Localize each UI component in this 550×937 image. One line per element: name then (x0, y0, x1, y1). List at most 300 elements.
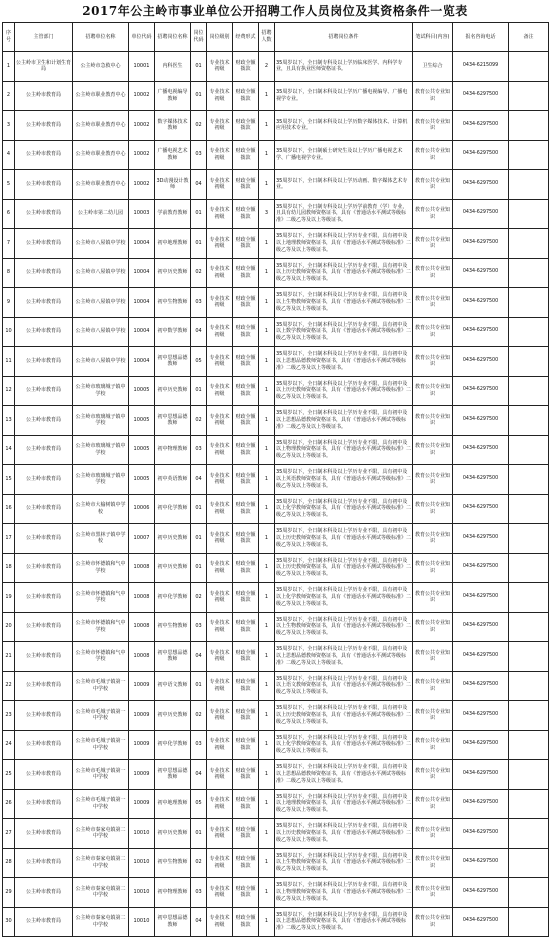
cell-ucode: 10010 (129, 907, 155, 937)
cell-tel: 0434-6297500 (453, 199, 509, 229)
cell-dept: 公主岭市教育局 (15, 347, 73, 377)
cell-tel: 0434-6297500 (453, 524, 509, 554)
table-row (3, 524, 549, 554)
cell-tel: 0434-6297500 (453, 789, 509, 819)
cell-pcode: 01 (191, 671, 207, 701)
cell-ucode: 10002 (129, 140, 155, 170)
cell-pcode: 01 (191, 52, 207, 82)
cell-num: 1 (259, 848, 275, 878)
cell-post: 初中物理教师 (155, 878, 191, 908)
cell-ucode: 10004 (129, 258, 155, 288)
cell-unit: 公主岭市玻璃城子镇中学校 (73, 465, 129, 495)
cell-fund: 财政全额拨款 (233, 671, 259, 701)
cell-num: 1 (259, 907, 275, 937)
cell-ucode: 10004 (129, 317, 155, 347)
cell-fund: 财政全额拨款 (233, 789, 259, 819)
recruitment-table (2, 22, 549, 937)
cell-level: 专业技术初级 (207, 170, 233, 200)
cell-ucode: 10010 (129, 848, 155, 878)
cell-exam: 教育公共专业知识 (413, 907, 453, 937)
cell-exam: 教育公共专业知识 (413, 258, 453, 288)
cell-no: 20 (3, 612, 15, 642)
cell-remark (509, 819, 549, 849)
cell-fund: 财政全额拨款 (233, 553, 259, 583)
table-row (3, 878, 549, 908)
cell-level: 专业技术初级 (207, 671, 233, 701)
cell-level: 专业技术初级 (207, 465, 233, 495)
cell-unit: 公主岭市第二幼儿园 (73, 199, 129, 229)
cell-unit: 公主岭市秦家屯镇第二中学校 (73, 819, 129, 849)
cell-num: 1 (259, 612, 275, 642)
cell-post: 初中语文教师 (155, 671, 191, 701)
cell-exam: 教育公共专业知识 (413, 376, 453, 406)
cell-dept: 公主岭市教育局 (15, 199, 73, 229)
cell-level: 专业技术初级 (207, 229, 233, 259)
cell-unit: 公主岭市毛城子镇第一中学校 (73, 730, 129, 760)
cell-pcode: 02 (191, 701, 207, 731)
header-row (3, 23, 549, 52)
cell-tel: 0434-6297500 (453, 494, 509, 524)
cell-num: 1 (259, 229, 275, 259)
cell-pcode: 03 (191, 288, 207, 318)
table-row (3, 848, 549, 878)
cell-remark (509, 347, 549, 377)
table-body (3, 52, 549, 937)
cell-dept: 公主岭市教育局 (15, 229, 73, 259)
cell-no: 11 (3, 347, 15, 377)
cell-unit: 公主岭市玻璃城子镇中学校 (73, 376, 129, 406)
table-row (3, 376, 549, 406)
cell-exam: 教育公共专业知识 (413, 435, 453, 465)
table-row (3, 701, 549, 731)
cell-fund: 财政全额拨款 (233, 376, 259, 406)
cell-post: 初中生物教师 (155, 848, 191, 878)
cell-ucode: 10005 (129, 376, 155, 406)
cell-tel: 0434-6215099 (453, 52, 509, 82)
table-row (3, 907, 549, 937)
cell-post: 初中地理教师 (155, 789, 191, 819)
cell-remark (509, 701, 549, 731)
cell-no: 3 (3, 111, 15, 141)
cell-req: 35周岁以下，全日制本科及以上学历动画、数字媒体艺术专业。 (275, 170, 413, 200)
cell-req: 35周岁以下，全日制本科及以上学历专业不限，具有初中及以上化学教师资格证书，具有《普通话水平测试等级标准》二级乙等及以上等级证书。 (275, 494, 413, 524)
cell-unit: 公主岭市职业教育中心 (73, 111, 129, 141)
cell-tel: 0434-6297500 (453, 671, 509, 701)
cell-no: 17 (3, 524, 15, 554)
cell-fund: 财政全额拨款 (233, 583, 259, 613)
cell-exam: 教育公共专业知识 (413, 111, 453, 141)
cell-num: 1 (259, 524, 275, 554)
cell-post: 初中思想品德教师 (155, 907, 191, 937)
cell-post: 初中物理教师 (155, 435, 191, 465)
table-row (3, 288, 549, 318)
cell-req: 35周岁以下，全日制本科及以上学历专业不限，具有初中及以上化学教师资格证书，具有《普通话水平测试等级标准》二级乙等及以上等级证书。 (275, 583, 413, 613)
cell-req: 35周岁以下，全日制本科及以上学历专业不限，具有初中及以上数学教师资格证书，具有《普通话水平测试等级标准》二级乙等及以上等级证书。 (275, 317, 413, 347)
cell-level: 专业技术初级 (207, 494, 233, 524)
header-cell: 招聘岗位条件 (275, 23, 413, 52)
cell-unit: 公主岭市八屋镇中学校 (73, 258, 129, 288)
cell-num: 1 (259, 819, 275, 849)
cell-post: 初中化学教师 (155, 583, 191, 613)
cell-pcode: 03 (191, 140, 207, 170)
cell-tel: 0434-6297500 (453, 435, 509, 465)
cell-pcode: 03 (191, 878, 207, 908)
cell-req: 35周岁以下，全日制本科及以上学历专业不限，具有初中及以上思想品德教师资格证书，具有《普通话水平测试等级标准》二级乙等及以上等级证书。 (275, 907, 413, 937)
cell-dept: 公主岭市教育局 (15, 907, 73, 937)
cell-tel: 0434-6297500 (453, 406, 509, 436)
cell-pcode: 03 (191, 730, 207, 760)
cell-post: 初中历史教师 (155, 701, 191, 731)
cell-exam: 教育公共专业知识 (413, 317, 453, 347)
cell-ucode: 10010 (129, 819, 155, 849)
cell-num: 1 (259, 789, 275, 819)
cell-num: 1 (259, 376, 275, 406)
cell-no: 22 (3, 671, 15, 701)
cell-dept: 公主岭市教育局 (15, 406, 73, 436)
cell-dept: 公主岭市教育局 (15, 81, 73, 111)
cell-pcode: 02 (191, 258, 207, 288)
cell-ucode: 10004 (129, 229, 155, 259)
cell-num: 1 (259, 701, 275, 731)
cell-unit: 公主岭市黑林子镇中学校 (73, 524, 129, 554)
table-row (3, 258, 549, 288)
cell-req: 35周岁以下，全日制本科及以上学历专业不限，具有初中及以上历史教师资格证书，具有《普通话水平测试等级标准》二级乙等及以上等级证书。 (275, 524, 413, 554)
cell-exam: 教育公共专业知识 (413, 819, 453, 849)
cell-dept: 公主岭市教育局 (15, 878, 73, 908)
cell-post: 初中生物教师 (155, 612, 191, 642)
cell-req: 35周岁以下，全日制本科及以上学历专业不限，具有初中及以上地理教师资格证书，具有《普通话水平测试等级标准》二级乙等及以上等级证书。 (275, 789, 413, 819)
cell-dept: 公主岭市教育局 (15, 760, 73, 790)
cell-fund: 财政全额拨款 (233, 819, 259, 849)
header-cell: 经费形式 (233, 23, 259, 52)
cell-exam: 教育公共专业知识 (413, 288, 453, 318)
cell-remark (509, 317, 549, 347)
table-row (3, 199, 549, 229)
cell-unit: 公主岭市急救中心 (73, 52, 129, 82)
cell-level: 专业技术初级 (207, 642, 233, 672)
cell-req: 35周岁以下，全日制硕士研究生及以上学历广播电视艺术学、广播电视学专业。 (275, 140, 413, 170)
cell-dept: 公主岭市教育局 (15, 288, 73, 318)
cell-ucode: 10008 (129, 553, 155, 583)
header-cell: 序号 (3, 23, 15, 52)
cell-no: 21 (3, 642, 15, 672)
cell-exam: 教育公共专业知识 (413, 81, 453, 111)
cell-level: 专业技术初级 (207, 819, 233, 849)
cell-unit: 公主岭市怀德镇和气中学校 (73, 612, 129, 642)
cell-remark (509, 494, 549, 524)
cell-num: 1 (259, 317, 275, 347)
cell-exam: 教育公共专业知识 (413, 347, 453, 377)
cell-level: 专业技术初级 (207, 81, 233, 111)
cell-ucode: 10001 (129, 52, 155, 82)
cell-unit: 公主岭市玻璃城子镇中学校 (73, 406, 129, 436)
table-row (3, 170, 549, 200)
cell-no: 9 (3, 288, 15, 318)
cell-tel: 0434-6297500 (453, 612, 509, 642)
cell-no: 25 (3, 760, 15, 790)
cell-fund: 财政全额拨款 (233, 524, 259, 554)
cell-req: 35周岁以下，全日制本科及以上学历专业不限，具有初中及以上语文教师资格证书，具有《普通话水平测试等级标准》二级乙等及以上等级证书。 (275, 671, 413, 701)
cell-fund: 财政全额拨款 (233, 760, 259, 790)
cell-pcode: 02 (191, 848, 207, 878)
cell-remark (509, 199, 549, 229)
cell-exam: 教育公共专业知识 (413, 789, 453, 819)
cell-level: 专业技术初级 (207, 553, 233, 583)
cell-post: 初中化学教师 (155, 494, 191, 524)
cell-num: 1 (259, 288, 275, 318)
cell-remark (509, 730, 549, 760)
cell-no: 2 (3, 81, 15, 111)
cell-tel: 0434-6297500 (453, 819, 509, 849)
header-cell: 岗位代码 (191, 23, 207, 52)
cell-remark (509, 406, 549, 436)
table-row (3, 465, 549, 495)
cell-pcode: 01 (191, 553, 207, 583)
cell-num: 3 (259, 199, 275, 229)
cell-pcode: 01 (191, 229, 207, 259)
cell-unit: 公主岭市八屋镇中学校 (73, 229, 129, 259)
cell-level: 专业技术初级 (207, 258, 233, 288)
cell-tel: 0434-6297500 (453, 81, 509, 111)
cell-level: 专业技术初级 (207, 435, 233, 465)
cell-req: 35周岁以下，全日制本科及以上学历专业不限，具有初中及以上生物教师资格证书，具有《普通话水平测试等级标准》二级乙等及以上等级证书。 (275, 288, 413, 318)
cell-dept: 公主岭市教育局 (15, 111, 73, 141)
cell-num: 1 (259, 435, 275, 465)
cell-req: 35周岁以下，全日制专科及以上学历学前教育（学）专业，且具有幼儿园教师资格证书，具有《普通话水平测试等级标准》二级乙等及以上等级证书。 (275, 199, 413, 229)
cell-tel: 0434-6297500 (453, 583, 509, 613)
cell-level: 专业技术初级 (207, 347, 233, 377)
cell-tel: 0434-6297500 (453, 553, 509, 583)
table-row (3, 642, 549, 672)
cell-num: 1 (259, 671, 275, 701)
cell-fund: 财政全额拨款 (233, 52, 259, 82)
table-row (3, 583, 549, 613)
header-cell: 岗位级别 (207, 23, 233, 52)
cell-req: 35周岁以下，全日制本科及以上学历专业不限，具有初中及以上地理教师资格证书，具有《普通话水平测试等级标准》二级乙等及以上等级证书。 (275, 229, 413, 259)
cell-num: 1 (259, 730, 275, 760)
cell-post: 广播电视编导教师 (155, 81, 191, 111)
cell-remark (509, 553, 549, 583)
cell-tel: 0434-6297500 (453, 111, 509, 141)
cell-req: 35周岁以下，全日制本科及以上学历专业不限，具有初中及以上历史教师资格证书，具有《普通话水平测试等级标准》二级乙等及以上等级证书。 (275, 819, 413, 849)
cell-req: 35周岁以下，全日制本科及以上学历专业不限，具有初中及以上物理教师资格证书，具有《普通话水平测试等级标准》二级乙等及以上等级证书。 (275, 435, 413, 465)
cell-level: 专业技术初级 (207, 789, 233, 819)
cell-req: 35周岁以下，全日制本科及以上学历专业不限，具有初中及以上思想品德教师资格证书，具有《普通话水平测试等级标准》二级乙等及以上等级证书。 (275, 760, 413, 790)
cell-fund: 财政全额拨款 (233, 406, 259, 436)
cell-num: 1 (259, 111, 275, 141)
cell-tel: 0434-6297500 (453, 376, 509, 406)
cell-fund: 财政全额拨款 (233, 494, 259, 524)
cell-num: 1 (259, 553, 275, 583)
cell-unit: 公主岭市毛城子镇第一中学校 (73, 789, 129, 819)
cell-remark (509, 288, 549, 318)
header-cell: 招聘人数 (259, 23, 275, 52)
cell-exam: 教育公共专业知识 (413, 140, 453, 170)
cell-level: 专业技术初级 (207, 730, 233, 760)
cell-post: 广播电视艺术教师 (155, 140, 191, 170)
cell-level: 专业技术初级 (207, 760, 233, 790)
cell-ucode: 10009 (129, 701, 155, 731)
cell-post: 初中数学教师 (155, 317, 191, 347)
cell-fund: 财政全额拨款 (233, 347, 259, 377)
cell-post: 初中思想品德教师 (155, 406, 191, 436)
cell-ucode: 10002 (129, 111, 155, 141)
cell-post: 内科医生 (155, 52, 191, 82)
cell-dept: 公主岭市教育局 (15, 612, 73, 642)
cell-level: 专业技术初级 (207, 317, 233, 347)
cell-unit: 公主岭市玻璃城子镇中学校 (73, 435, 129, 465)
cell-level: 专业技术初级 (207, 701, 233, 731)
cell-level: 专业技术初级 (207, 140, 233, 170)
cell-num: 1 (259, 583, 275, 613)
cell-ucode: 10002 (129, 170, 155, 200)
cell-no: 30 (3, 907, 15, 937)
header-cell: 主管部门 (15, 23, 73, 52)
cell-post: 初中历史教师 (155, 376, 191, 406)
table-row (3, 494, 549, 524)
cell-num: 1 (259, 170, 275, 200)
cell-post: 初中英语教师 (155, 465, 191, 495)
cell-num: 1 (259, 494, 275, 524)
cell-exam: 教育公共专业知识 (413, 760, 453, 790)
cell-pcode: 05 (191, 347, 207, 377)
table-row (3, 553, 549, 583)
cell-dept: 公主岭市教育局 (15, 789, 73, 819)
cell-exam: 教育公共专业知识 (413, 612, 453, 642)
cell-unit: 公主岭市毛城子镇第一中学校 (73, 760, 129, 790)
cell-no: 6 (3, 199, 15, 229)
cell-pcode: 01 (191, 524, 207, 554)
cell-num: 1 (259, 760, 275, 790)
cell-remark (509, 760, 549, 790)
cell-fund: 财政全额拨款 (233, 435, 259, 465)
cell-ucode: 10008 (129, 612, 155, 642)
header-cell: 单位代码 (129, 23, 155, 52)
cell-req: 35周岁以下，全日制本科及以上学历专业不限，具有初中及以上思想品德教师资格证书，具有《普通话水平测试等级标准》二级乙等及以上等级证书。 (275, 406, 413, 436)
cell-pcode: 03 (191, 612, 207, 642)
cell-dept: 公主岭市教育局 (15, 671, 73, 701)
cell-fund: 财政全额拨款 (233, 111, 259, 141)
cell-unit: 公主岭市职业教育中心 (73, 170, 129, 200)
table-row (3, 81, 549, 111)
cell-unit: 公主岭市八屋镇中学校 (73, 347, 129, 377)
cell-pcode: 04 (191, 760, 207, 790)
cell-ucode: 10003 (129, 199, 155, 229)
cell-pcode: 01 (191, 81, 207, 111)
cell-fund: 财政全额拨款 (233, 465, 259, 495)
cell-ucode: 10008 (129, 583, 155, 613)
cell-remark (509, 789, 549, 819)
cell-dept: 公主岭市教育局 (15, 494, 73, 524)
cell-exam: 教育公共专业知识 (413, 170, 453, 200)
cell-dept: 公主岭市教育局 (15, 730, 73, 760)
cell-remark (509, 435, 549, 465)
cell-fund: 财政全额拨款 (233, 140, 259, 170)
table-row (3, 730, 549, 760)
cell-remark (509, 878, 549, 908)
cell-unit: 公主岭市秦家屯镇第二中学校 (73, 907, 129, 937)
table-row (3, 347, 549, 377)
table-row (3, 612, 549, 642)
cell-req: 35周岁以下，全日制本科及以上学历专业不限，具有初中及以上生物教师资格证书，具有《普通话水平测试等级标准》二级乙等及以上等级证书。 (275, 848, 413, 878)
table-row (3, 671, 549, 701)
cell-fund: 财政全额拨款 (233, 848, 259, 878)
cell-exam: 教育公共专业知识 (413, 671, 453, 701)
cell-req: 35周岁以下，全日制本科及以上学历专业不限，具有初中及以上生物教师资格证书，具有《普通话水平测试等级标准》二级乙等及以上等级证书。 (275, 612, 413, 642)
cell-fund: 财政全额拨款 (233, 199, 259, 229)
cell-pcode: 03 (191, 435, 207, 465)
cell-remark (509, 612, 549, 642)
table-row (3, 317, 549, 347)
cell-ucode: 10004 (129, 288, 155, 318)
cell-num: 2 (259, 52, 275, 82)
cell-ucode: 10006 (129, 494, 155, 524)
cell-no: 1 (3, 52, 15, 82)
cell-exam: 教育公共专业知识 (413, 553, 453, 583)
cell-num: 1 (259, 81, 275, 111)
cell-pcode: 01 (191, 494, 207, 524)
cell-pcode: 05 (191, 789, 207, 819)
cell-dept: 公主岭市教育局 (15, 170, 73, 200)
cell-level: 专业技术初级 (207, 907, 233, 937)
cell-remark (509, 583, 549, 613)
cell-tel: 0434-6297500 (453, 760, 509, 790)
cell-remark (509, 848, 549, 878)
cell-dept: 公主岭市教育局 (15, 376, 73, 406)
cell-remark (509, 140, 549, 170)
cell-fund: 财政全额拨款 (233, 907, 259, 937)
table-row (3, 52, 549, 82)
cell-level: 专业技术初级 (207, 199, 233, 229)
cell-pcode: 01 (191, 819, 207, 849)
cell-ucode: 10009 (129, 789, 155, 819)
cell-tel: 0434-6297500 (453, 288, 509, 318)
header-cell: 笔试科目(内容) (413, 23, 453, 52)
cell-level: 专业技术初级 (207, 406, 233, 436)
table-row (3, 140, 549, 170)
cell-pcode: 04 (191, 642, 207, 672)
cell-pcode: 04 (191, 317, 207, 347)
cell-exam: 教育公共专业知识 (413, 229, 453, 259)
cell-remark (509, 524, 549, 554)
cell-pcode: 01 (191, 376, 207, 406)
cell-req: 35周岁以下，全日制本科及以上学历广播电视编导、广播电视学专业。 (275, 81, 413, 111)
cell-exam: 教育公共专业知识 (413, 199, 453, 229)
cell-level: 专业技术初级 (207, 111, 233, 141)
cell-no: 14 (3, 435, 15, 465)
cell-pcode: 02 (191, 583, 207, 613)
cell-fund: 财政全额拨款 (233, 229, 259, 259)
cell-exam: 教育公共专业知识 (413, 730, 453, 760)
cell-tel: 0434-6297500 (453, 907, 509, 937)
cell-no: 23 (3, 701, 15, 731)
cell-fund: 财政全额拨款 (233, 612, 259, 642)
table-row (3, 819, 549, 849)
cell-dept: 公主岭市教育局 (15, 258, 73, 288)
cell-fund: 财政全额拨款 (233, 730, 259, 760)
cell-exam: 教育公共专业知识 (413, 465, 453, 495)
cell-dept: 公主岭市教育局 (15, 819, 73, 849)
cell-unit: 公主岭市毛城子镇第一中学校 (73, 671, 129, 701)
cell-dept: 公主岭市教育局 (15, 583, 73, 613)
cell-dept: 公主岭市教育局 (15, 701, 73, 731)
cell-remark (509, 465, 549, 495)
cell-unit: 公主岭市怀德镇和气中学校 (73, 553, 129, 583)
cell-ucode: 10008 (129, 642, 155, 672)
cell-req: 35周岁以下，全日制本科及以上学历专业不限，具有初中及以上思想品德教师资格证书，具有《普通话水平测试等级标准》二级乙等及以上等级证书。 (275, 642, 413, 672)
cell-no: 12 (3, 376, 15, 406)
cell-req: 35周岁以下，全日制本科及以上学历专业不限，具有初中及以上历史教师资格证书，具有《普通话水平测试等级标准》二级乙等及以上等级证书。 (275, 553, 413, 583)
